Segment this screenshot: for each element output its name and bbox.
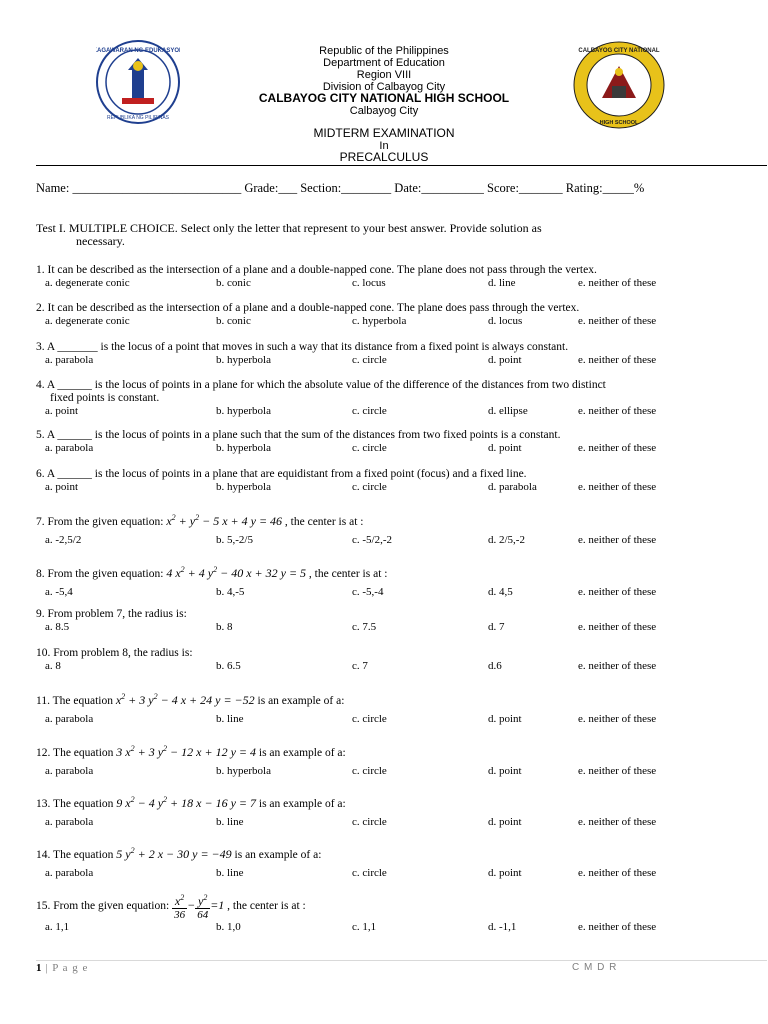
- question-stem: [36, 892, 736, 921]
- option-d[interactable]: d. 2/5,-2: [488, 534, 525, 546]
- option-a[interactable]: a. parabola: [45, 713, 94, 725]
- option-d[interactable]: d. locus: [488, 315, 523, 327]
- option-a[interactable]: a. parabola: [45, 816, 94, 828]
- question-stem: [36, 264, 736, 277]
- option-b[interactable]: b. 5,-2/5: [216, 534, 253, 546]
- option-row: [36, 354, 736, 367]
- school-name: CALBAYOG CITY NATIONAL HIGH SCHOOL: [258, 91, 510, 105]
- option-e[interactable]: e. neither of these: [578, 713, 657, 725]
- option-d[interactable]: d. line: [488, 277, 516, 289]
- question-14: [36, 844, 736, 879]
- option-c[interactable]: c. circle: [352, 765, 387, 777]
- fraction-y: [195, 892, 210, 921]
- option-b[interactable]: b. line: [216, 867, 244, 879]
- question-stem: [36, 563, 736, 581]
- question-stem: [36, 379, 736, 392]
- option-a[interactable]: a. point: [45, 405, 78, 417]
- option-b[interactable]: b. 1,0: [216, 921, 241, 933]
- option-c[interactable]: c. -5,-4: [352, 586, 384, 598]
- option-c[interactable]: c. hyperbola: [352, 315, 407, 327]
- option-c[interactable]: c. circle: [352, 713, 387, 725]
- test-instructions-cont: necessary.: [76, 234, 125, 248]
- exam-title: MIDTERM EXAMINATION: [313, 126, 455, 140]
- exam-subject: PRECALCULUS: [339, 150, 429, 164]
- option-b[interactable]: b. conic: [216, 277, 251, 289]
- question-stem: [36, 429, 736, 442]
- question-stem: [36, 608, 736, 621]
- header-republic: Republic of the Philippines: [319, 45, 449, 57]
- option-e[interactable]: e. neither of these: [578, 867, 657, 879]
- option-b[interactable]: b. hyperbola: [216, 481, 271, 493]
- question-text: 3. A _______ is the locus of a point that moves in such a way that its distance from a fixed point is always constant.: [36, 341, 569, 353]
- question-equation: 5 $y^2 + 2$ x − 30 y = −49: [116, 846, 232, 861]
- option-row: [36, 867, 736, 880]
- page-label: | P a g e: [41, 962, 89, 974]
- option-c[interactable]: c. 7: [352, 660, 368, 672]
- option-c[interactable]: c. circle: [352, 354, 387, 366]
- option-b[interactable]: b. 4,-5: [216, 586, 245, 598]
- option-e[interactable]: e. neither of these: [578, 660, 657, 672]
- option-row: [36, 277, 736, 290]
- option-c[interactable]: c. circle: [352, 442, 387, 454]
- question-15: [36, 892, 736, 933]
- option-d[interactable]: d. ellipse: [488, 405, 528, 417]
- option-e[interactable]: e. neither of these: [578, 442, 657, 454]
- question-stem: [36, 511, 736, 529]
- option-e[interactable]: e. neither of these: [578, 481, 657, 493]
- option-b[interactable]: b. 8: [216, 621, 233, 633]
- question-3: [36, 341, 736, 366]
- svg-text:CALBAYOG CITY NATIONAL: CALBAYOG CITY NATIONAL: [578, 48, 660, 54]
- footer-page: [36, 962, 88, 974]
- option-d[interactable]: d. point: [488, 713, 522, 725]
- option-d[interactable]: d. point: [488, 816, 522, 828]
- question-suffix: , the center is at :: [284, 516, 364, 528]
- fraction-numerator: [172, 892, 187, 909]
- question-suffix: is an example of a:: [258, 747, 346, 759]
- option-c[interactable]: c. circle: [352, 816, 387, 828]
- option-e[interactable]: e. neither of these: [578, 765, 657, 777]
- question-text: 13. The equation: [36, 798, 114, 810]
- question-stem-cont: fixed points is constant.: [50, 392, 160, 404]
- option-d[interactable]: d. point: [488, 765, 522, 777]
- footer-divider: [36, 960, 767, 961]
- option-row: [36, 534, 736, 547]
- svg-text:KAGAWARAN NG EDUKASYON: KAGAWARAN NG EDUKASYON: [96, 48, 180, 54]
- question-text: 7. From the given equation:: [36, 516, 164, 528]
- option-e[interactable]: e. neither of these: [578, 534, 657, 546]
- option-row: [36, 921, 736, 934]
- question-8: [36, 563, 736, 598]
- question-stem: [36, 341, 736, 354]
- question-5: [36, 429, 736, 454]
- fraction-denominator: 64: [197, 909, 209, 921]
- option-row: [36, 765, 736, 778]
- option-c[interactable]: c. 7.5: [352, 621, 377, 633]
- option-d[interactable]: d.6: [488, 660, 502, 672]
- option-d[interactable]: d. point: [488, 867, 522, 879]
- minus-sign: −: [187, 898, 196, 913]
- header-divider: [36, 165, 767, 166]
- option-a[interactable]: a. 1,1: [45, 921, 70, 933]
- question-stem: [36, 468, 736, 481]
- option-d[interactable]: d. 7: [488, 621, 505, 633]
- header-city: Calbayog City: [349, 105, 419, 117]
- question-equation: 9 $x^2 - 4$ $y^2 + 18$ x − 16 y = 7: [116, 795, 256, 810]
- header-region: Region VIII: [356, 69, 412, 81]
- question-6: [36, 468, 736, 493]
- option-b[interactable]: b. hyperbola: [216, 765, 271, 777]
- question-stem: [36, 690, 736, 708]
- question-stem: [36, 844, 736, 862]
- question-text: 14. The equation: [36, 849, 114, 861]
- question-text: 15. From the given equation:: [36, 900, 170, 913]
- question-text: 8. From the given equation:: [36, 568, 164, 580]
- option-b[interactable]: b. line: [216, 816, 244, 828]
- option-row: [36, 621, 736, 634]
- question-stem: [36, 742, 736, 760]
- option-d[interactable]: d. -1,1: [488, 921, 517, 933]
- option-b[interactable]: b. hyperbola: [216, 442, 271, 454]
- equation-rhs: =1: [210, 898, 225, 913]
- header-division: Division of Calbayog City: [322, 81, 446, 93]
- option-c[interactable]: c. locus: [352, 277, 386, 289]
- numerator-text: $x^2$: [174, 893, 185, 908]
- option-d[interactable]: d. point: [488, 442, 522, 454]
- question-suffix: is an example of a:: [257, 695, 345, 707]
- exam-in: In: [379, 140, 389, 152]
- option-c[interactable]: c. 1,1: [352, 921, 377, 933]
- question-stem: [36, 793, 736, 811]
- option-e[interactable]: e. neither of these: [578, 621, 657, 633]
- option-d[interactable]: d. parabola: [488, 481, 537, 493]
- question-1: [36, 264, 736, 289]
- question-equation: $x^2 + y^2 - 5$ x + 4 y = 46: [166, 513, 283, 528]
- question-equation: $x^2 + 3$ $y^2 - 4$ x + 24 y = −52: [115, 692, 255, 707]
- option-e[interactable]: e. neither of these: [578, 586, 657, 598]
- question-12: [36, 742, 736, 777]
- question-text: 6. A ______ is the locus of points in a plane that are equidistant from a fixed point (focus) and a fixed line.: [36, 468, 527, 480]
- option-c[interactable]: c. circle: [352, 405, 387, 417]
- option-a[interactable]: a. 8: [45, 660, 61, 672]
- option-a[interactable]: a. point: [45, 481, 78, 493]
- question-9: [36, 608, 736, 633]
- option-c[interactable]: c. -5/2,-2: [352, 534, 393, 546]
- option-e[interactable]: e. neither of these: [578, 315, 657, 327]
- student-info-line: Name: ___________________________ Grade:___ Section:________ Date:__________ Score:_______ Rating:_____%: [36, 181, 645, 195]
- fraction-denominator: 36: [174, 909, 186, 921]
- question-stem: [36, 302, 736, 315]
- option-c[interactable]: c. circle: [352, 481, 387, 493]
- svg-text:REPUBLIKA NG PILIPINAS: REPUBLIKA NG PILIPINAS: [107, 115, 169, 121]
- question-text: 9. From problem 7, the radius is:: [36, 608, 187, 620]
- option-row: [36, 816, 736, 829]
- question-text: 10. From problem 8, the radius is:: [36, 647, 193, 659]
- option-row: [36, 481, 736, 494]
- question-10: [36, 647, 736, 672]
- option-a[interactable]: a. degenerate conic: [45, 277, 130, 289]
- question-text: 2. It can be described as the intersection of a plane and a double-napped cone. The plane does pass through the vertex.: [36, 302, 580, 314]
- option-a[interactable]: a. degenerate conic: [45, 315, 130, 327]
- option-e[interactable]: e. neither of these: [578, 354, 657, 366]
- question-text: 5. A ______ is the locus of points in a plane such that the sum of the distances from two fixed points is a constant.: [36, 429, 561, 441]
- option-a[interactable]: a. parabola: [45, 765, 94, 777]
- numerator-text: $y^2$: [198, 893, 208, 908]
- option-row: [36, 405, 736, 418]
- question-text: 11. The equation: [36, 695, 113, 707]
- question-suffix: , the center is at :: [227, 900, 306, 913]
- test-instructions: Test I. MULTIPLE CHOICE. Select only the letter that represent to your best answer. Provide solution as: [36, 221, 542, 235]
- question-suffix: , the center is at :: [308, 568, 388, 580]
- header-department: Department of Education: [323, 57, 445, 69]
- question-text: 12. The equation: [36, 747, 114, 759]
- question-suffix: is an example of a:: [234, 849, 322, 861]
- svg-text:HIGH SCHOOL: HIGH SCHOOL: [599, 120, 639, 126]
- option-b[interactable]: b. line: [216, 713, 244, 725]
- option-row: [36, 713, 736, 726]
- option-a[interactable]: a. parabola: [45, 442, 94, 454]
- option-e[interactable]: e. neither of these: [578, 277, 657, 289]
- option-b[interactable]: b. conic: [216, 315, 251, 327]
- question-4: [36, 379, 736, 417]
- option-c[interactable]: c. circle: [352, 867, 387, 879]
- option-a[interactable]: a. -5,4: [45, 586, 73, 598]
- question-equation: 3 $x^2 + 3$ $y^2 - 12$ x + 12 y = 4: [116, 744, 256, 759]
- fraction-numerator: [195, 892, 210, 909]
- option-e[interactable]: e. neither of these: [578, 405, 657, 417]
- question-7: [36, 511, 736, 546]
- question-2: [36, 302, 736, 327]
- question-13: [36, 793, 736, 828]
- option-row: [36, 315, 736, 328]
- option-a[interactable]: a. -2,5/2: [45, 534, 82, 546]
- question-equation: 4 $x^2 + 4$ $y^2 - 40$ x + 32 y = 5: [166, 565, 307, 580]
- option-row: [36, 586, 736, 599]
- question-stem: [36, 647, 736, 660]
- option-d[interactable]: d. 4,5: [488, 586, 513, 598]
- question-text: 4. A ______ is the locus of points in a plane for which the absolute value of the difference of the distances from two distinct: [36, 379, 606, 391]
- option-b[interactable]: b. hyperbola: [216, 354, 271, 366]
- fraction-x: [172, 892, 187, 921]
- page-number: 1: [36, 962, 42, 974]
- option-b[interactable]: b. 6.5: [216, 660, 241, 672]
- option-a[interactable]: a. parabola: [45, 867, 94, 879]
- option-b[interactable]: b. hyperbola: [216, 405, 271, 417]
- option-row: [36, 660, 736, 673]
- option-a[interactable]: a. 8.5: [45, 621, 70, 633]
- question-text: 1. It can be described as the intersection of a plane and a double-napped cone. The plane does not pass through the vertex.: [36, 264, 597, 276]
- footer-initials: C M D R: [572, 962, 618, 973]
- option-row: [36, 442, 736, 455]
- option-a[interactable]: a. parabola: [45, 354, 94, 366]
- question-suffix: is an example of a:: [258, 798, 346, 810]
- question-11: [36, 690, 736, 725]
- option-e[interactable]: e. neither of these: [578, 921, 657, 933]
- option-e[interactable]: e. neither of these: [578, 816, 657, 828]
- option-d[interactable]: d. point: [488, 354, 522, 366]
